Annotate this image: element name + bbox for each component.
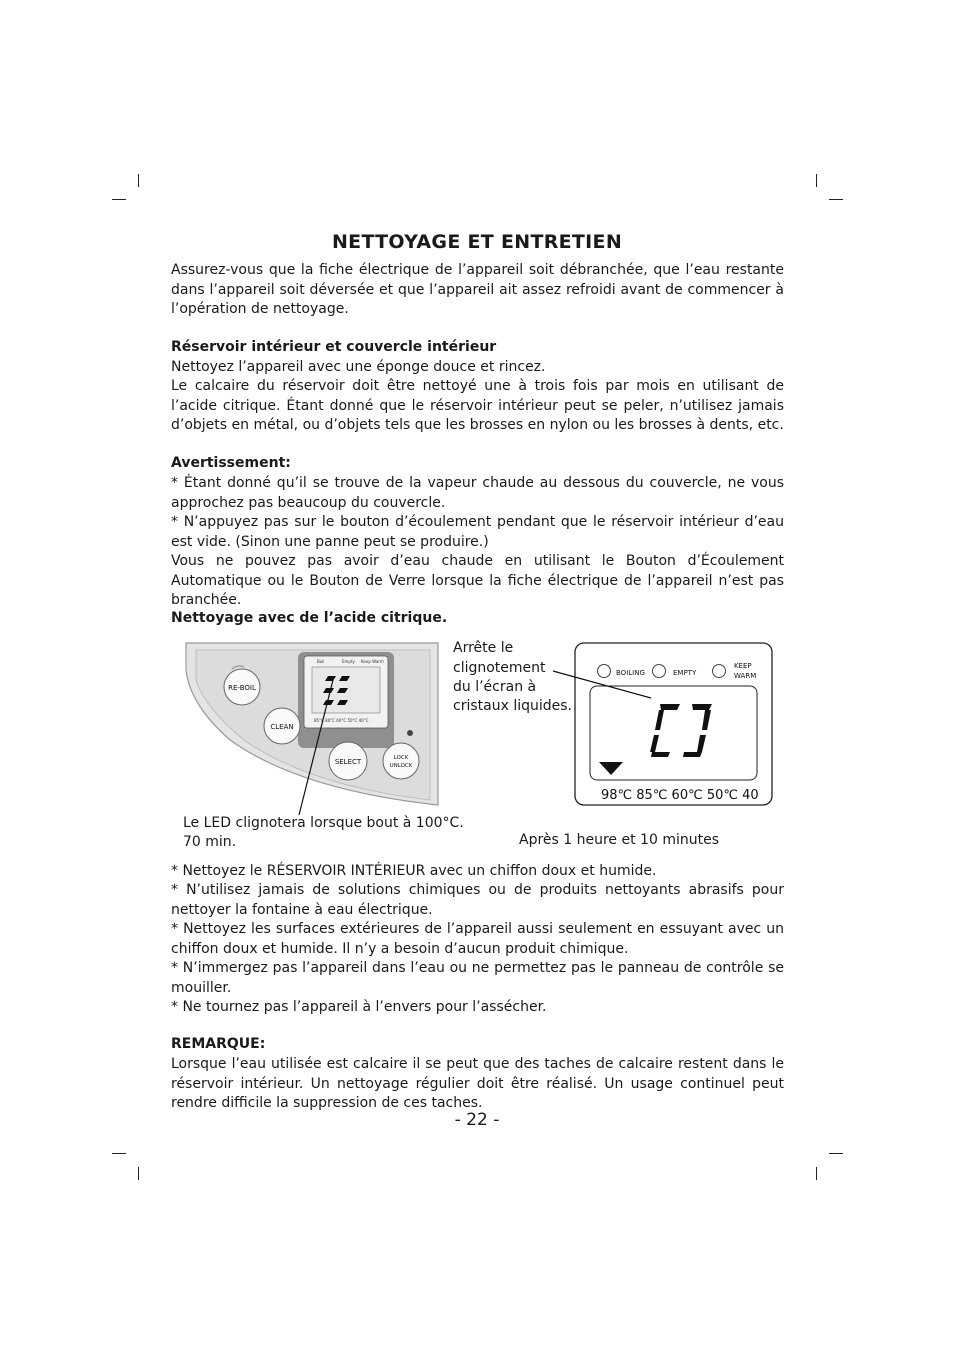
lock-button-label: LOCK — [393, 755, 409, 761]
bullet-3: * Nettoyez les surfaces extérieures de l’appareil aussi seulement en essuyant avec un chiffon doux et humide. Il n’y a besoin d’aucun produit chimique. — [171, 921, 784, 957]
bullet-5: * Ne tournez pas l’appareil à l’envers pour l’assécher. — [171, 999, 547, 1015]
reboil-button-label: RE-BOIL — [228, 684, 256, 692]
mini-keep-label: Keep Warm — [361, 659, 384, 664]
callout-top-line-3: du l’écran à — [453, 679, 537, 695]
callout-top-line-1: Arrête le — [453, 640, 514, 656]
lcd-temps-label: 98℃ 85℃ 60℃ 50℃ 40 — [601, 788, 759, 803]
section-heading-warning: Avertissement: — [171, 455, 291, 471]
warning-item-1: * Étant donné qu’il se trouve de la vapeur chaude au dessous du couvercle, ne vous approchez pas beaucoup du couvercle. — [171, 475, 784, 511]
page-title: NETTOYAGE ET ENTRETIEN — [331, 231, 623, 253]
unlock-button-label: UNLOCK — [389, 763, 413, 769]
callout-top-line-4: cristaux liquides. — [453, 698, 572, 714]
select-button[interactable] — [329, 742, 367, 780]
mini-temps-label: 85°C 80°C 60°C 50°C 40°C — [314, 718, 369, 723]
section-heading-citric: Nettoyage avec de l’acide citrique. — [171, 610, 448, 626]
reservoir-line-2: Le calcaire du réservoir doit être nettoyé une à trois fois par mois en utilisant de l’acide citrique. Étant donné que le réservoir intérieur peut se peler, n’utilisez jamais d’objets en métal, ou d’objets tels que les brosses en nylon ou les brosses à dents, etc. — [171, 378, 784, 433]
warning-item-2: * N’appuyez pas sur le bouton d’écoulement pendant que le réservoir intérieur d’eau est vide. (Sinon une panne peut se produire.) — [171, 514, 784, 550]
bullet-2: * N’utilisez jamais de solutions chimiques ou de produits nettoyants abrasifs pour nettoyer la fontaine à eau électrique. — [171, 882, 784, 918]
page-number: - 22 - — [454, 1110, 500, 1130]
crop-mark — [816, 1167, 817, 1180]
intro-paragraph: Assurez-vous que la fiche électrique de l’appareil soit débranchée, que l’eau restante dans l’appareil soit déversée et que l’appareil ait assez refroidi avant de commencer à l’opération de nettoyage. — [171, 262, 784, 317]
callout-bottom-line-2: 70 min. — [183, 834, 237, 850]
section-heading-reservoir: Réservoir intérieur et couvercle intérieur — [171, 339, 497, 355]
clean-button-label: CLEAN — [270, 723, 294, 731]
mini-boil-label: Boil — [317, 659, 325, 664]
crop-mark — [112, 1153, 126, 1154]
callout-top-line-2: clignotement — [453, 660, 546, 676]
led-indicator — [407, 730, 413, 736]
lcd-empty-label: EMPTY — [673, 669, 697, 677]
lcd-keep-label: KEEP — [734, 662, 752, 670]
lcd-boiling-label: BOILING — [616, 669, 645, 677]
callout-bottom-line-1: Le LED clignotera lorsque bout à 100°C. — [183, 815, 464, 831]
lcd-display-illustration — [553, 643, 772, 805]
crop-mark — [829, 1153, 843, 1154]
clean-button[interactable] — [264, 708, 300, 744]
lcd-warm-label: WARM — [734, 672, 757, 680]
remark-heading: REMARQUE: — [171, 1036, 266, 1052]
lock-unlock-button[interactable] — [383, 743, 419, 779]
reservoir-line-1: Nettoyez l’appareil avec une éponge douce et rincez. — [171, 359, 546, 375]
select-button-label: SELECT — [334, 758, 362, 766]
control-panel-illustration — [186, 643, 438, 815]
bullet-4: * N’immergez pas l’appareil dans l’eau ou ne permettez pas le panneau de contrôle se mouiller. — [171, 960, 784, 996]
remark-text: Lorsque l’eau utilisée est calcaire il se peut que des taches de calcaire restent dans le réservoir intérieur. Un nettoyage régulier doit être réalisé. Un usage continuel peut rendre difficile la suppression de ces taches. — [171, 1056, 784, 1111]
warning-item-3: Vous ne pouvez pas avoir d’eau chaude en utilisant le Bouton d’Écoulement Automatique ou le Bouton de Verre lorsque la fiche électrique de l’appareil n’est pas branchée. — [171, 553, 784, 608]
crop-mark — [138, 1167, 139, 1180]
reboil-button[interactable] — [224, 669, 260, 705]
lcd-caption: Après 1 heure et 10 minutes — [519, 832, 719, 848]
bullet-1: * Nettoyez le RÉSERVOIR INTÉRIEUR avec un chiffon doux et humide. — [171, 863, 657, 879]
mini-empty-label: Empty — [342, 659, 355, 664]
